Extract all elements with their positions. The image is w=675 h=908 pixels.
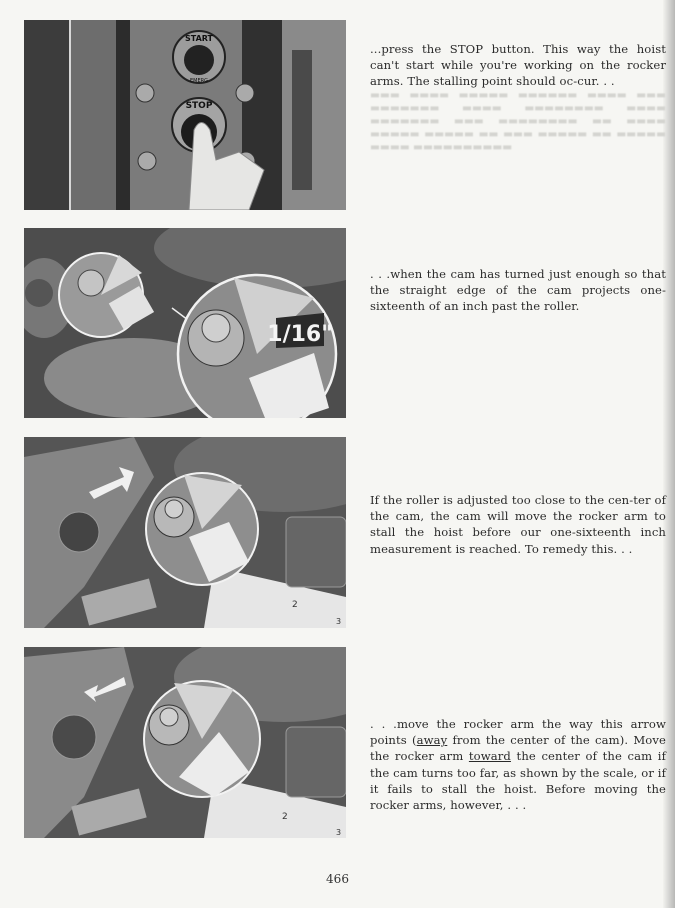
- photo-cam-measurement: [24, 228, 346, 418]
- caption-1: ...press the STOP button. This way the hoist can't start while you're working on the rocker arms. The stalling point should oc-cur. . .: [370, 42, 666, 89]
- caption-4: [370, 716, 666, 813]
- stop-button-label: STOP: [185, 101, 213, 111]
- photo-stop-button: [24, 20, 346, 210]
- scale-mark-3: 3: [336, 617, 342, 626]
- caption-4-toward-underlined: toward: [468, 749, 511, 764]
- caption-4-away-underlined: away: [416, 733, 448, 748]
- scale-mark-2: 2: [282, 812, 288, 822]
- scale-mark-2: 2: [292, 600, 298, 610]
- caption-4-part-b: from the center of the cam). Move the rocker arm: [370, 733, 666, 764]
- caption-4-part-a: . . .move the rocker arm the way this arrow points (: [370, 717, 666, 748]
- scale-mark-3: 3: [336, 828, 342, 837]
- caption-3: If the roller is adjusted too close to the cen-ter of the cam, the cam will move the rocker arm to stall the hoist before our one-sixteenth inch measurement is reached. To remedy this. . .: [370, 493, 666, 556]
- page-number: 466: [326, 872, 349, 886]
- emerg-label: EMERG: [190, 78, 208, 84]
- start-button-label: START: [184, 34, 214, 43]
- photo-rocker-arm-adjust: [24, 437, 346, 628]
- caption-2: . . .when the cam has turned just enough so that the straight edge of the cam projects one-sixteenth of an inch past the roller.: [370, 267, 666, 314]
- bleed-through-text: ▬▬▬ ▬▬▬▬ ▬▬▬▬▬ ▬▬▬▬▬▬ ▬▬▬▬ ▬▬▬ ▬▬▬▬▬▬▬ ▬▬▬▬ ▬▬▬▬▬▬▬▬ ▬▬▬▬ ▬▬▬▬▬▬▬ ▬▬▬ ▬▬▬▬▬▬▬▬ ▬▬ ▬▬▬▬ ▬▬▬▬▬ ▬▬▬▬▬ ▬▬ ▬▬▬ ▬▬▬▬▬ ▬▬ ▬▬▬▬▬ ▬▬▬▬ ▬▬▬▬▬▬▬▬▬▬: [370, 89, 666, 153]
- photo-rocker-arm-away: [24, 647, 346, 838]
- measurement-label: 1/16": [267, 322, 333, 347]
- caption-4-part-c: the center of the cam if the cam turns too far, as shown by the scale, or if it fails to stall the hoist. Before moving the rocker arms, however, . . .: [370, 749, 667, 813]
